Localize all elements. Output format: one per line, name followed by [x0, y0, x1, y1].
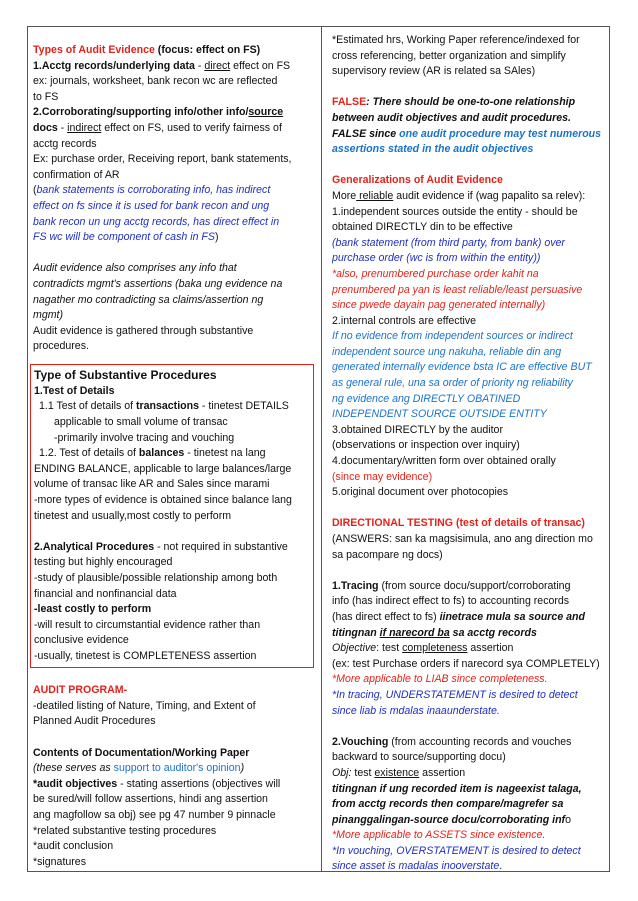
text-line: Audit evidence is gathered through substantive	[33, 324, 254, 337]
text-line: *also, prenumbered purchase order kahit na	[332, 267, 539, 280]
text-line: purchase order (wc is from within the entity))	[332, 252, 541, 265]
audit-evidence-types-heading: Types of Audit Evidence (focus: effect on FS)	[33, 44, 261, 56]
text-line: pinanggalingan-source docu/corroborating info	[332, 813, 571, 826]
text-line: prenumbered pa yan is least reliable/least persuasive	[332, 283, 583, 296]
text-line: generated internally evidence bsta IC are effective BUT	[332, 361, 592, 374]
text-line: contradicts mgmt's assertions (baka ung evidence na	[33, 277, 283, 290]
text-line: procedures.	[33, 340, 89, 353]
text-line: -more types of evidence is obtained since balance lang	[34, 494, 292, 507]
spacer	[332, 501, 605, 517]
text-line: Planned Audit Procedures	[33, 715, 156, 728]
spacer	[33, 668, 317, 684]
text-line: volume of transac like AR and Sales since marami	[34, 478, 270, 491]
text-line: If no evidence from independent sources or indirect	[332, 330, 573, 343]
text-line: since pwede dayain pag generated internally)	[332, 299, 546, 312]
tracing-heading: 1.Tracing (from source docu/support/corroborating	[332, 579, 571, 592]
text-line: Obj: test existence assertion	[332, 766, 466, 779]
text-line: 2.Corroborating/supporting info/other info/source	[33, 106, 284, 119]
text-line: ENDING BALANCE, applicable to large balances/large	[34, 462, 292, 475]
left-column	[33, 43, 317, 870]
generalizations-heading: Generalizations of Audit Evidence	[332, 174, 503, 187]
text-line: applicable to small volume of transac	[54, 416, 228, 429]
text-line: since liab is mdalas inaaunderstate.	[332, 704, 500, 717]
text-line: FALSE: There should be one-to-one relationship	[332, 96, 576, 109]
text-line: independent source ung nakuha, reliable din ang	[332, 345, 562, 358]
text-line: (these serves as support to auditor's opinion)	[33, 762, 245, 775]
text-line: Audit evidence also comprises any info that	[33, 262, 237, 275]
directional-testing-heading: DIRECTIONAL TESTING (test of details of transac)	[332, 517, 585, 530]
text-line: -primarily involve tracing and vouching	[54, 431, 235, 444]
text-line: *audit objectives - stating assertions (objectives will	[33, 777, 281, 790]
box-title: Type of Substantive Procedures	[34, 367, 217, 382]
text-line: info (has indirect effect to fs) to accounting records	[332, 595, 570, 608]
text-line: conclusive evidence	[34, 634, 129, 647]
text-line: *More applicable to ASSETS since existence.	[332, 829, 546, 842]
text-line: -deatiled listing of Nature, Timing, and Extent of	[33, 699, 256, 712]
text-line: INDEPENDENT SOURCE OUTSIDE ENTITY	[332, 408, 547, 421]
spacer	[332, 80, 605, 96]
text-line: titingnan if narecord ba sa acctg records	[332, 626, 537, 639]
text-line: -least costly to perform	[34, 603, 152, 616]
text-line: *related substantive testing procedures	[33, 824, 217, 837]
text-line: as general rule, una sa order of priority ng reliability	[332, 377, 573, 390]
text-line: *signatures	[33, 855, 86, 868]
text-line: be sured/will follow assertions, hindi ang assertion	[33, 793, 268, 806]
column-divider	[321, 26, 322, 872]
text-line: (ANSWERS: san ka magsisimula, ano ang direction mo	[332, 533, 593, 545]
substantive-procedures-box	[30, 364, 314, 668]
text-line: Objective: test completeness assertion	[332, 642, 514, 655]
text-line: -will result to circumstantial evidence rather than	[34, 618, 261, 631]
text-line: FS wc will be component of cash in FS)	[33, 231, 219, 244]
text-line: 3.obtained DIRECTLY by the auditor	[332, 423, 503, 436]
text-line: 1.2. Test of details of balances - tinetest na lang	[39, 447, 266, 460]
text-line: -usually, tinetest is COMPLETENESS assertion	[34, 649, 257, 662]
text-line: docs - indirect effect on FS, used to verify fairness of	[33, 121, 282, 134]
text-line: obtained DIRECTLY din to be effective	[332, 221, 513, 234]
text-line: tinetest and usually,most costly to perform	[34, 509, 232, 522]
spacer	[34, 524, 310, 540]
spacer	[332, 719, 605, 735]
text-line: (ex: test Purchase orders if narecord sya COMPLETELY)	[332, 657, 600, 670]
text-line: 1.1 Test of details of transactions - tinetest DETAILS	[39, 400, 289, 413]
text-line: ang magfollow sa obj) see pg 47 number 9 pinnacle	[33, 808, 276, 821]
text-line: effect on fs since it is used for bank recon and ung	[33, 199, 270, 212]
text-line: confirmation of AR	[33, 168, 120, 181]
text-line: (bank statements is corroborating info, has indirect	[33, 184, 271, 197]
text-line: financial and nonfinancial data	[34, 587, 177, 600]
text-line: *In vouching, OVERSTATEMENT is desired to detect	[332, 844, 581, 857]
text-line: (since may evidence)	[332, 470, 433, 483]
text-line: -study of plausible/possible relationship among both	[34, 572, 278, 584]
text-line: cross referencing, better organization and simplify	[332, 49, 566, 62]
text-line: 1.Test of Details	[34, 384, 115, 397]
text-line: bank recon un ung acctg records, has direct effect in	[33, 215, 280, 228]
text-line: 1.independent sources outside the entity - should be	[332, 205, 578, 218]
text-line: FALSE since one audit procedure may test numerous	[332, 127, 602, 140]
text-line: since asset is madalas inooverstate.	[332, 860, 503, 873]
audit-program-heading: AUDIT PROGRAM-	[33, 684, 128, 697]
documentation-heading: Contents of Documentation/Working Paper	[33, 746, 250, 759]
text-line: testing but highly encouraged	[34, 556, 173, 569]
text-line: mgmt)	[33, 309, 64, 322]
text-line: ng evidence ang DIRECTLY OBATINED	[332, 392, 521, 405]
text-line: to FS	[33, 90, 59, 103]
text-line: *In tracing, UNDERSTATEMENT is desired to detect	[332, 688, 578, 701]
text-line: assertions stated in the audit objectives	[332, 143, 534, 156]
right-column	[332, 33, 605, 875]
text-line: between audit objectives and audit procedures.	[332, 111, 572, 124]
text-line: *More applicable to LIAB since completeness.	[332, 673, 548, 686]
text-line: 4.documentary/written form over obtained orally	[332, 455, 556, 468]
text-line: sa pacompare ng docs)	[332, 548, 443, 561]
text-line: supervisory review (AR is related sa SAles)	[332, 65, 536, 78]
spacer	[33, 730, 317, 746]
text-line: (observations or inspection over inquiry)	[332, 439, 520, 452]
text-line: (bank statement (from third party, from bank) over	[332, 236, 565, 249]
text-line: nagather mo contradicting sa claims/assertion ng	[33, 293, 264, 306]
text-line: backward to source/supporting docu)	[332, 751, 506, 764]
spacer	[332, 563, 605, 579]
text-line: acctg records	[33, 137, 97, 150]
text-line: from acctg records then compare/magrefer sa	[332, 798, 564, 811]
text-line: titingnan if ung recorded item is nageexist talaga,	[332, 782, 582, 795]
text-line: (has direct effect to fs) iinetrace mula sa source and	[332, 610, 585, 623]
text-line: *Estimated hrs, Working Paper reference/indexed for	[332, 34, 580, 46]
text-line: *audit conclusion	[33, 840, 114, 853]
spacer	[33, 246, 317, 262]
text-line: ex: journals, worksheet, bank recon wc are reflected	[33, 75, 278, 88]
text-line: 1.Acctg records/underlying data - direct effect on FS	[33, 59, 291, 72]
text-line: 2.internal controls are effective	[332, 314, 477, 327]
spacer	[332, 158, 605, 174]
text-line: 5.original document over photocopies	[332, 486, 509, 499]
vouching-heading: 2.Vouching (from accounting records and vouches	[332, 735, 572, 748]
text-line: More reliable audit evidence if (wag papalito sa relev):	[332, 189, 586, 202]
text-line: Ex: purchase order, Receiving report, bank statements,	[33, 153, 292, 166]
text-line: 2.Analytical Procedures - not required in substantive	[34, 540, 288, 553]
